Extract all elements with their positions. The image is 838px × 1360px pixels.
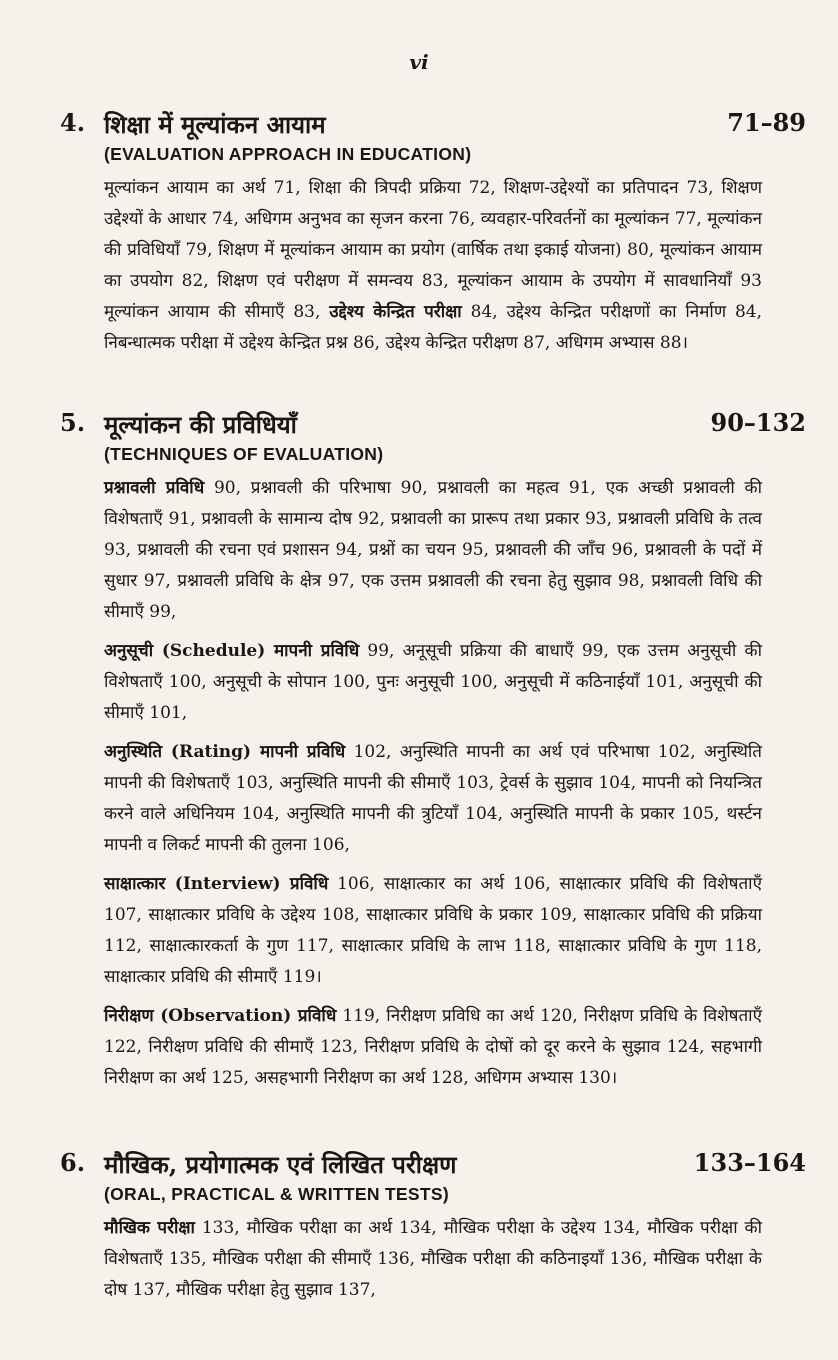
topic-heading: साक्षात्कार (Interview) प्रविधि: [104, 874, 329, 894]
topic-text: 90, प्रश्नावली की परिभाषा 90, प्रश्नावली का महत्व 91, एक अच्छी प्रश्नावली की विशेषताएँ 91, प्रश्नावली के सामान्य दोष 92, प्रश्नावली का प्रारूप तथा प्रकार 93, प्रश्नावली प्रविधि के तत्व 93, प्रश्नावली की रचना एवं प्रशासन 94, प्रश्नों का चयन 95, प्रश्नावली की जाँच 96, प्रश्नावली के पदों में सुधार 97, प्रश्नावली प्रविधि के क्षेत्र 97, एक उत्तम प्रश्नावली की रचना हेतु सुझाव 98, प्रश्नावली विधि की सीमाएँ 99,: [104, 478, 763, 622]
topic-text: 102, अनुस्थिति मापनी का अर्थ एवं परिभाषा 102, अनुस्थिति मापनी की विशेषताएँ 103, अनुस्थिति मापनी की सीमाएँ 103, ट्रेवर्स के सुझाव 104, मापनी को नियन्त्रित करने वाले अधिनियम 104, अनुस्थिति मापनी की त्रुटियाँ 104, अनुस्थिति मापनी के प्रकार 105, थर्स्टन मापनी व लिकर्ट मापनी की तुलना 106,: [104, 742, 762, 855]
chapter-subtitle: (EVALUATION APPROACH IN EDUCATION): [104, 144, 472, 164]
chapter-subtitle: (TECHNIQUES OF EVALUATION): [104, 444, 384, 464]
chapter-subtitle: (ORAL, PRACTICAL & WRITTEN TESTS): [104, 1184, 449, 1204]
topic-text: 133, मौखिक परीक्षा का अर्थ 134, मौखिक परीक्षा के उद्देश्य 134, मौखिक परीक्षा की विशेषताएँ 135, मौखिक परीक्षा की सीमाएँ 136, मौखिक परीक्षा की कठिनाइयाँ 136, मौखिक परीक्षा के दोष 137, मौखिक परीक्षा हेतु सुझाव 137,: [104, 1218, 762, 1300]
topic-heading: अनुसूची (Schedule) मापनी प्रविधि: [104, 641, 360, 661]
chapter-heading: [0, 108, 838, 142]
topic-paragraph: [104, 473, 762, 628]
chapter-contents-paragraph: [104, 173, 762, 359]
topic-paragraph: [104, 1001, 762, 1094]
paragraph-text-continued: 84, उद्देश्य केन्द्रित परीक्षणों का निर्माण 84, निबन्धात्मक परीक्षा में उद्देश्य केन्द्रित प्रश्न 86, उद्देश्य केन्द्रित परीक्षण 87, अधिगम अभ्यास 88।: [104, 302, 763, 353]
topic-heading: मौखिक परीक्षा: [104, 1218, 195, 1238]
topic-heading: प्रश्नावली प्रविधि: [104, 478, 205, 498]
chapter-number: 5.: [60, 408, 86, 437]
chapter-5: [0, 408, 838, 1094]
chapter-title: मौखिक, प्रयोगात्मक एवं लिखित परीक्षण: [104, 1150, 457, 1179]
topic-paragraph: [104, 1213, 762, 1306]
chapter-page-range: 133–164: [693, 1148, 806, 1177]
chapter-page-range: 71–89: [727, 108, 806, 137]
chapter-number: 4.: [60, 108, 86, 137]
chapter-heading: [0, 408, 838, 442]
paragraph-text: मूल्यांकन आयाम का अर्थ 71, शिक्षा की त्रिपदी प्रक्रिया 72, शिक्षण-उद्देश्यों का प्रतिपादन 73, शिक्षण उद्देश्यों के आधार 74, अधिगम अनुभव का सृजन करना 76, व्यवहार-परिवर्तनों का मूल्यांकन 77, मूल्यांकन की प्रविधियाँ 79, शिक्षण में मूल्यांकन आयाम का प्रयोग (वार्षिक तथा इकाई योजना) 80, मूल्यांकन आयाम का उपयोग 82, शिक्षण एवं परीक्षण में समन्वय 83, मूल्यांकन आयाम के उपयोग में सावधानियाँ 93 मूल्यांकन आयाम की सीमाएँ 83,: [104, 178, 762, 322]
topic-text: 99, अनूसूची प्रक्रिया की बाधाएँ 99, एक उत्तम अनुसूची की विशेषताएँ 100, अनुसूची के सोपान 100, पुनः अनुसूची 100, अनुसूची में कठिनाईयाँ 101, अनुसूची की सीमाएँ 101,: [104, 641, 762, 723]
chapter-title: मूल्यांकन की प्रविधियाँ: [104, 410, 297, 439]
chapter-6: [0, 1148, 838, 1306]
topic-heading: अनुस्थिति (Rating) मापनी प्रविधि: [104, 742, 346, 762]
topic-text: 119, निरीक्षण प्रविधि का अर्थ 120, निरीक्षण प्रविधि के विशेषताएँ 122, निरीक्षण प्रविधि की सीमाएँ 123, निरीक्षण प्रविधि के दोषों को दूर करने के सुझाव 124, सहभागी निरीक्षण का अर्थ 125, असहभागी निरीक्षण का अर्थ 128, अधिगम अभ्यास 130।: [104, 1006, 762, 1088]
paragraph-bold-topic: उद्देश्य केन्द्रित परीक्षा: [329, 302, 462, 322]
page-number: vi: [409, 50, 429, 74]
chapter-4: [0, 108, 838, 359]
chapter-number: 6.: [60, 1148, 86, 1177]
chapter-heading: [0, 1148, 838, 1182]
topic-paragraph: [104, 737, 762, 861]
chapter-title: शिक्षा में मूल्यांकन आयाम: [104, 110, 326, 139]
topic-heading: निरीक्षण (Observation) प्रविधि: [104, 1006, 337, 1026]
topic-paragraph: [104, 636, 762, 729]
chapter-page-range: 90–132: [710, 408, 806, 437]
topic-text: 106, साक्षात्कार का अर्थ 106, साक्षात्कार प्रविधि की विशेषताएँ 107, साक्षात्कार प्रविधि के उद्देश्य 108, साक्षात्कार प्रविधि के प्रकार 109, साक्षात्कार प्रविधि की प्रक्रिया 112, साक्षात्कारकर्ता के गुण 117, साक्षात्कार प्रविधि के लाभ 118, साक्षात्कार प्रविधि के गुण 118, साक्षात्कार प्रविधि की सीमाएँ 119।: [104, 874, 762, 987]
topic-paragraph: [104, 869, 762, 993]
